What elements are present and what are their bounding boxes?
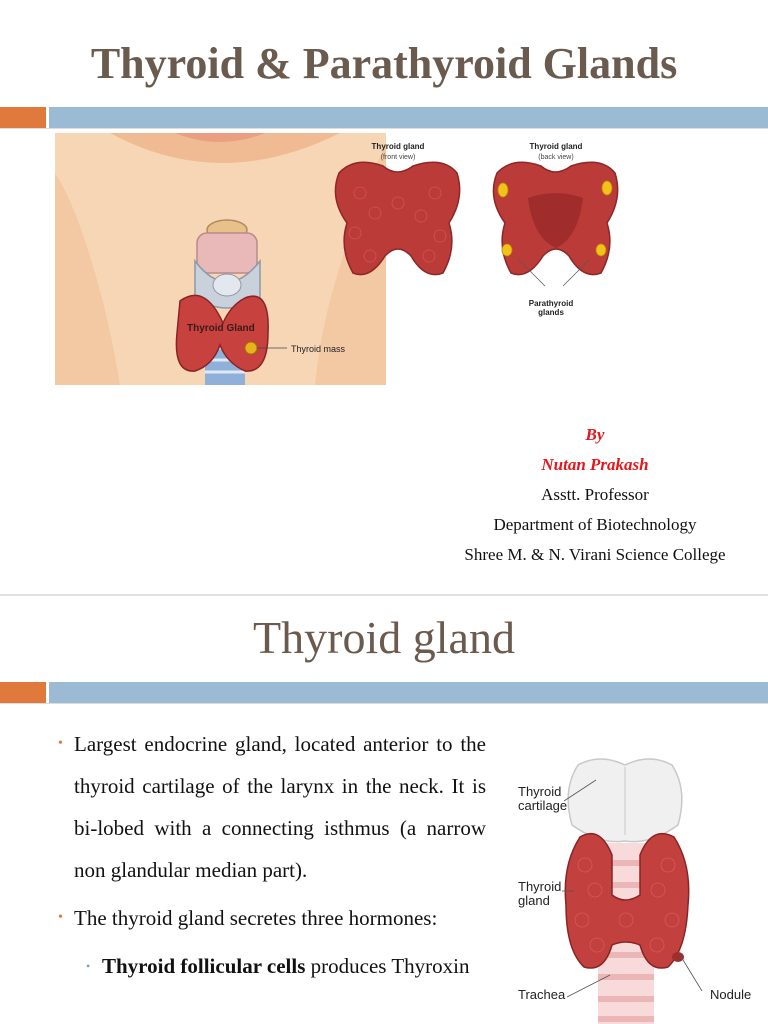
author-college: Shree M. & N. Virani Science College bbox=[464, 545, 726, 564]
author-name: Nutan Prakash bbox=[541, 455, 649, 474]
trachea-label: Trachea bbox=[518, 987, 566, 1002]
accent-blue-bar bbox=[49, 107, 768, 128]
author-department: Department of Biotechnology bbox=[493, 515, 697, 534]
thyroid-mass-label: Thyroid mass bbox=[291, 344, 346, 354]
thyroid-cartilage-label-line1: Thyroid bbox=[518, 784, 562, 799]
author-credits bbox=[430, 420, 760, 570]
slide-2-title: Thyroid gland bbox=[253, 612, 515, 663]
bullet-list bbox=[58, 723, 486, 987]
thyroid-front-view-illustration bbox=[325, 138, 475, 283]
back-view-subtitle: (back view) bbox=[538, 154, 574, 161]
thyroid-cartilage-label-line2: cartilage bbox=[518, 798, 568, 813]
thyroid-gland-label-line1: Thyroid bbox=[518, 879, 562, 894]
bullet-item: • Largest endocrine gland, located anterior to the thyroid cartilage of the larynx in the neck. It is bi-lobed with a connecting isthmus (a narrow non glandular median part). bbox=[58, 723, 486, 891]
slide-1-title: Thyroid & Parathyroid Glands bbox=[90, 39, 678, 88]
title-accent-band bbox=[0, 106, 768, 130]
bullet-marker: • bbox=[86, 959, 91, 973]
sub-bullet-text: produces Thyroxin bbox=[305, 954, 470, 978]
parathyroid-label-line2: glands bbox=[538, 308, 564, 317]
slide-divider bbox=[0, 594, 768, 596]
thyroid-gland-label: Thyroid Gland bbox=[187, 323, 255, 334]
thyroid-gland-label-line2: gland bbox=[518, 893, 550, 908]
accent-orange-block bbox=[0, 107, 46, 128]
nodule-label: Nodule bbox=[710, 987, 752, 1002]
thyroid-back-view-illustration bbox=[483, 138, 633, 323]
thyroid-anatomy-diagram bbox=[500, 745, 768, 1024]
parathyroid-label-line1: Parathyroid bbox=[528, 299, 574, 308]
by-label: By bbox=[585, 425, 605, 444]
bullet-item: • The thyroid gland secretes three hormones: bbox=[58, 897, 486, 939]
back-view-title: Thyroid gland bbox=[529, 142, 583, 151]
bullet-marker: • bbox=[58, 910, 63, 925]
title-accent-band bbox=[0, 681, 768, 705]
bullet-marker: • bbox=[58, 736, 63, 751]
sub-bullet-bold: Thyroid follicular cells bbox=[102, 954, 306, 978]
front-view-title: Thyroid gland bbox=[371, 142, 425, 151]
accent-orange-block bbox=[0, 682, 46, 703]
slide-2 bbox=[0, 597, 768, 1024]
sub-bullet-item bbox=[58, 945, 486, 987]
accent-blue-bar bbox=[49, 682, 768, 703]
author-position: Asstt. Professor bbox=[541, 485, 649, 504]
front-view-subtitle: (front view) bbox=[380, 154, 416, 161]
